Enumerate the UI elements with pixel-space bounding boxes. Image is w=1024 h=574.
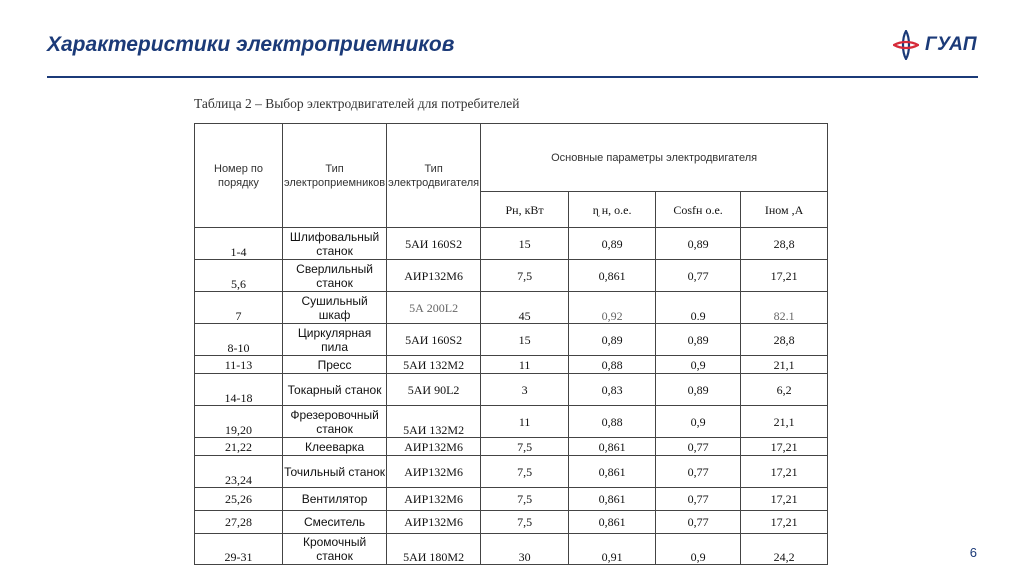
cell-power: 11: [481, 406, 569, 438]
table-row: [195, 534, 828, 565]
cell-cos: 0,9: [656, 356, 741, 374]
table-row: [195, 228, 828, 260]
cell-eff: 0,861: [569, 456, 656, 488]
cell-power: 7,5: [481, 456, 569, 488]
cell-num: 11-13: [195, 356, 283, 374]
cell-current: 17,21: [741, 260, 828, 292]
cell-num: 25,26: [195, 488, 283, 511]
cell-cos: 0,9: [656, 406, 741, 438]
cell-receiver: Фрезеровочный станок: [283, 406, 387, 438]
cell-power: 45: [481, 292, 569, 324]
cell-current: 17,21: [741, 456, 828, 488]
cell-num: 21,22: [195, 438, 283, 456]
table-row: [195, 438, 828, 456]
header-number: Номер по порядку: [195, 124, 283, 228]
cell-receiver: Циркулярная пила: [283, 324, 387, 356]
cell-power: 7,5: [481, 511, 569, 534]
cell-motor: 5А 200L2: [387, 292, 481, 324]
cell-receiver: Шлифовальный станок: [283, 228, 387, 260]
cell-motor: 5АИ 160S2: [387, 324, 481, 356]
cell-num: 19,20: [195, 406, 283, 438]
slide-title: Характеристики электроприемников: [47, 33, 455, 56]
cell-current: 17,21: [741, 488, 828, 511]
motor-selection-table: [194, 123, 828, 565]
cell-power: 15: [481, 228, 569, 260]
table-row: [195, 292, 828, 324]
header-cosphi: Cosfн о.е.: [656, 192, 741, 228]
cell-current: 17,21: [741, 438, 828, 456]
cell-eff: 0,89: [569, 324, 656, 356]
cell-current: 21,1: [741, 406, 828, 438]
cell-motor: АИР132М6: [387, 438, 481, 456]
table-caption: Таблица 2 – Выбор электродвигателей для потребителей: [194, 96, 520, 111]
cell-motor: 5АИ 90L2: [387, 374, 481, 406]
cell-receiver: Токарный станок: [283, 374, 387, 406]
cell-cos: 0,9: [656, 534, 741, 565]
cell-motor: АИР132М6: [387, 456, 481, 488]
header-current: Iном ,А: [741, 192, 828, 228]
cell-cos: 0,77: [656, 438, 741, 456]
cell-cos: 0,77: [656, 456, 741, 488]
cell-eff: 0,861: [569, 511, 656, 534]
cell-power: 15: [481, 324, 569, 356]
page-number: 6: [969, 545, 977, 560]
cell-receiver: Точильный станок: [283, 456, 387, 488]
header-efficiency: ɳ н, о.е.: [569, 192, 656, 228]
cell-eff: 0,89: [569, 228, 656, 260]
table-header-row: [195, 124, 828, 192]
cell-motor: 5АИ 132М2: [387, 356, 481, 374]
cell-receiver: Вентилятор: [283, 488, 387, 511]
cell-current: 6,2: [741, 374, 828, 406]
cell-receiver: Пресс: [283, 356, 387, 374]
guap-emblem-icon: [893, 30, 919, 60]
cell-cos: 0,77: [656, 260, 741, 292]
cell-num: 7: [195, 292, 283, 324]
cell-cos: 0.9: [656, 292, 741, 324]
cell-cos: 0,89: [656, 374, 741, 406]
logo-text: ГУАП: [925, 34, 978, 55]
cell-num: 23,24: [195, 456, 283, 488]
cell-eff: 0,83: [569, 374, 656, 406]
cell-eff: 0,88: [569, 356, 656, 374]
cell-eff: 0,861: [569, 438, 656, 456]
cell-motor: 5АИ 160S2: [387, 228, 481, 260]
cell-eff: 0,91: [569, 534, 656, 565]
table-row: [195, 356, 828, 374]
cell-num: 1-4: [195, 228, 283, 260]
cell-current: 17,21: [741, 511, 828, 534]
cell-current: 21,1: [741, 356, 828, 374]
cell-power: 7,5: [481, 438, 569, 456]
cell-motor: 5АИ 180М2: [387, 534, 481, 565]
cell-current: 24,2: [741, 534, 828, 565]
cell-num: 14-18: [195, 374, 283, 406]
cell-num: 8-10: [195, 324, 283, 356]
cell-eff: 0,92: [569, 292, 656, 324]
cell-power: 3: [481, 374, 569, 406]
table-row: [195, 511, 828, 534]
cell-motor: АИР132М6: [387, 511, 481, 534]
cell-power: 30: [481, 534, 569, 565]
cell-cos: 0,77: [656, 511, 741, 534]
cell-num: 27,28: [195, 511, 283, 534]
cell-receiver: Смеситель: [283, 511, 387, 534]
header-motor-type: Тип электродвигателя: [387, 124, 481, 228]
guap-logo: [893, 29, 977, 61]
table-row: [195, 456, 828, 488]
cell-receiver: Сушильный шкаф: [283, 292, 387, 324]
header-power: Pн, кВт: [481, 192, 569, 228]
header-receiver-type: Тип электроприемников: [283, 124, 387, 228]
cell-num: 29-31: [195, 534, 283, 565]
cell-receiver: Клееварка: [283, 438, 387, 456]
cell-motor: 5АИ 132М2: [387, 406, 481, 438]
cell-cos: 0,89: [656, 228, 741, 260]
cell-motor: АИР132М6: [387, 260, 481, 292]
cell-receiver: Сверлильный станок: [283, 260, 387, 292]
table-row: [195, 260, 828, 292]
cell-motor: АИР132М6: [387, 488, 481, 511]
cell-eff: 0,88: [569, 406, 656, 438]
table-row: [195, 488, 828, 511]
title-divider: [47, 76, 978, 78]
cell-cos: 0,77: [656, 488, 741, 511]
header-main-params: Основные параметры электродвигателя: [481, 124, 828, 192]
cell-power: 11: [481, 356, 569, 374]
cell-current: 82.1: [741, 292, 828, 324]
cell-current: 28,8: [741, 324, 828, 356]
table-row: [195, 406, 828, 438]
cell-current: 28,8: [741, 228, 828, 260]
cell-power: 7,5: [481, 488, 569, 511]
cell-eff: 0,861: [569, 260, 656, 292]
table-row: [195, 374, 828, 406]
table-row: [195, 324, 828, 356]
cell-power: 7,5: [481, 260, 569, 292]
cell-receiver: Кромочный станок: [283, 534, 387, 565]
cell-eff: 0,861: [569, 488, 656, 511]
cell-num: 5,6: [195, 260, 283, 292]
cell-cos: 0,89: [656, 324, 741, 356]
